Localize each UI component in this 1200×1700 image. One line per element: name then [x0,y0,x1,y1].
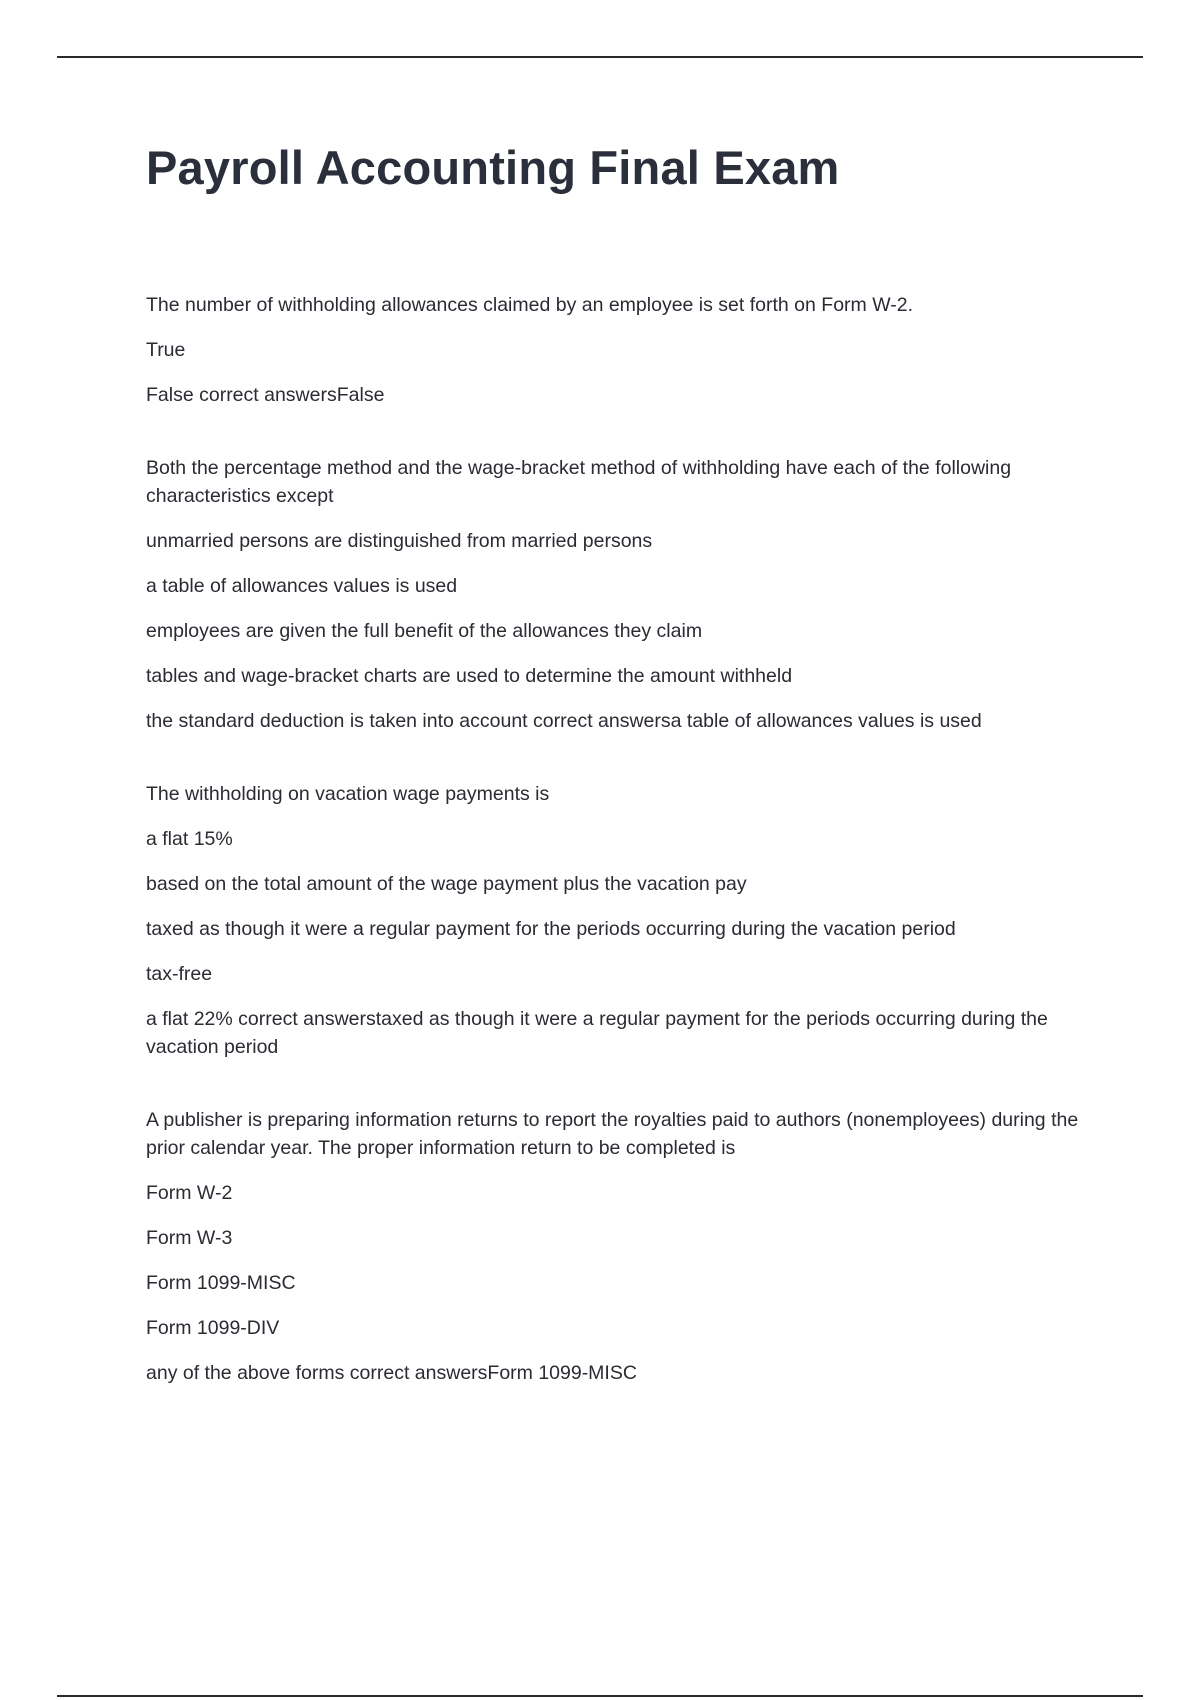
top-rule [57,56,1143,58]
answer-option: tables and wage-bracket charts are used to determine the amount withheld [146,665,793,687]
question-2 [146,454,1096,735]
answer-option: Form W-2 [146,1182,233,1204]
answer-option: any of the above forms correct answersForm 1099-MISC [146,1362,637,1384]
answer-option: the standard deduction is taken into account correct answersa table of allowances values is used [146,710,982,732]
answer-option: True [146,339,186,361]
question-text: A publisher is preparing information returns to report the royalties paid to authors (nonemployees) during the prior calendar year. The proper information return to be completed is [146,1109,1079,1159]
bottom-rule [57,1695,1143,1697]
answer-option: a flat 15% [146,828,233,850]
question-1 [146,291,1096,409]
page-title: Payroll Accounting Final Exam [146,141,840,194]
answer-option: Form W-3 [146,1227,233,1249]
question-4 [146,1106,1096,1387]
answer-option: taxed as though it were a regular payment for the periods occurring during the vacation period [146,918,956,940]
answer-option: False correct answersFalse [146,384,385,406]
question-list [146,291,1096,1432]
answer-option: tax-free [146,963,213,985]
answer-option: a flat 22% correct answerstaxed as though it were a regular payment for the periods occurring during the vacation period [146,1008,1048,1058]
answer-option: unmarried persons are distinguished from married persons [146,530,653,552]
answer-option: based on the total amount of the wage payment plus the vacation pay [146,873,747,895]
question-text: The number of withholding allowances claimed by an employee is set forth on Form W-2. [146,294,914,316]
question-text: Both the percentage method and the wage-bracket method of withholding have each of the following characteristics except [146,457,1012,507]
answer-option: Form 1099-DIV [146,1317,280,1339]
answer-option: Form 1099-MISC [146,1272,296,1294]
question-3 [146,780,1096,1061]
question-text: The withholding on vacation wage payments is [146,783,550,805]
answer-option: a table of allowances values is used [146,575,458,597]
answer-option: employees are given the full benefit of the allowances they claim [146,620,703,642]
